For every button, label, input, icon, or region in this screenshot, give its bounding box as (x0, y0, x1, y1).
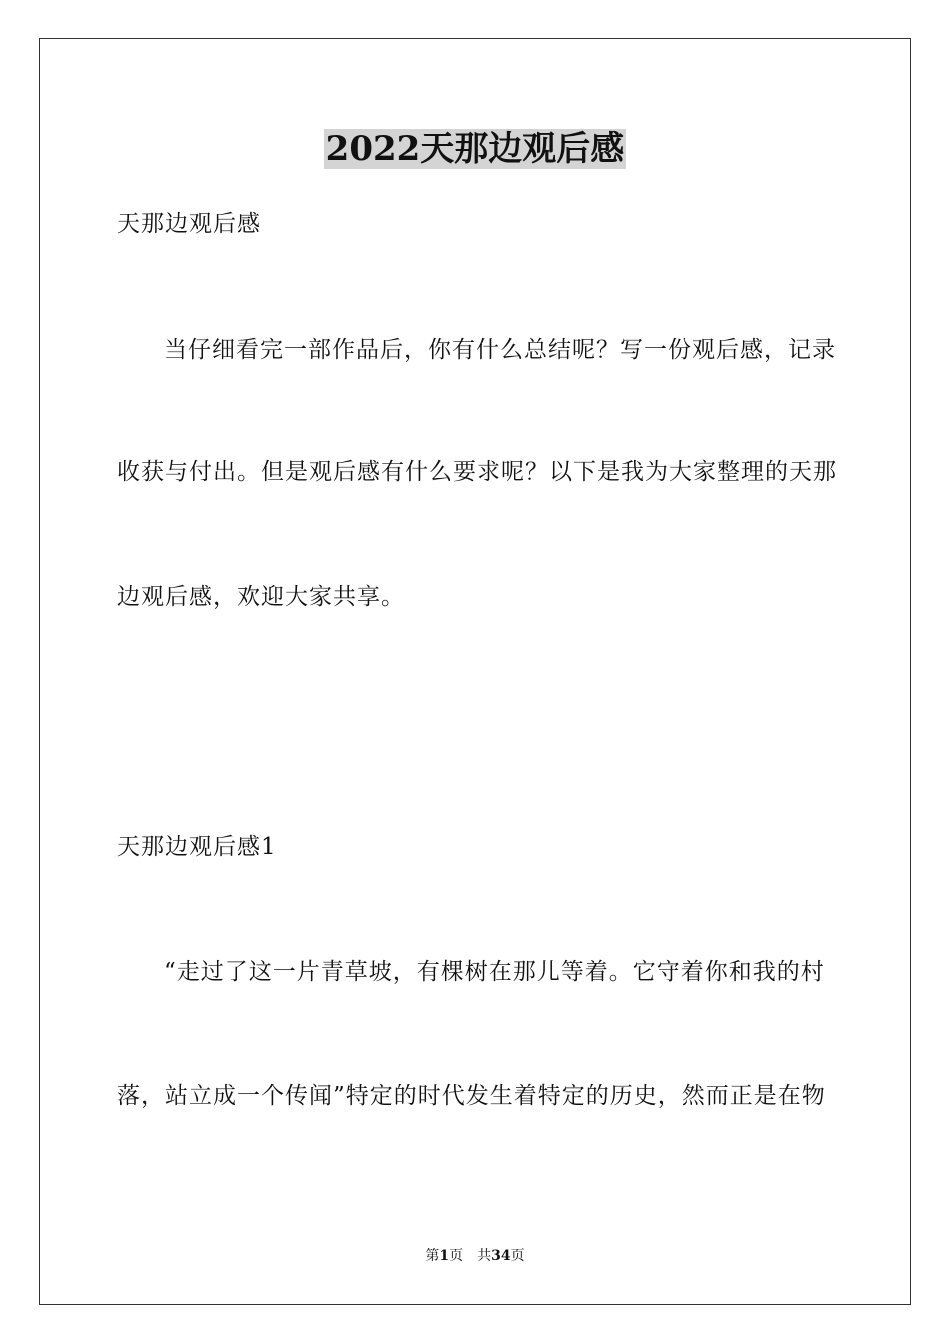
footer-page-number: 1 (439, 1248, 450, 1264)
paragraph-line: 当仔细看完一部作品后，你有什么总结呢？写一份观后感，记录 (164, 337, 836, 363)
footer-total-pages: 34 (491, 1248, 511, 1264)
paragraph-line: 落，站立成一个传闻”特定的时代发生着特定的历史，然而正是在物 (117, 1083, 826, 1109)
document-subtitle: 天那边观后感 (117, 211, 261, 237)
page-footer (0, 1247, 950, 1265)
footer-total-prefix: 共 (477, 1248, 492, 1264)
footer-total-suffix: 页 (510, 1248, 525, 1264)
footer-page-suffix: 页 (449, 1248, 464, 1264)
paragraph-line: 边观后感，欢迎大家共享。 (117, 584, 405, 610)
document-title (0, 126, 950, 172)
footer-page-prefix: 第 (425, 1248, 440, 1264)
document-title-text: 2022天那边观后感 (325, 129, 625, 169)
section-heading: 天那边观后感1 (117, 834, 277, 860)
paragraph-line: 收获与付出。但是观后感有什么要求呢？以下是我为大家整理的天那 (117, 459, 837, 485)
paragraph-line: “走过了这一片青草坡，有棵树在那儿等着。它守着你和我的村 (164, 959, 825, 985)
